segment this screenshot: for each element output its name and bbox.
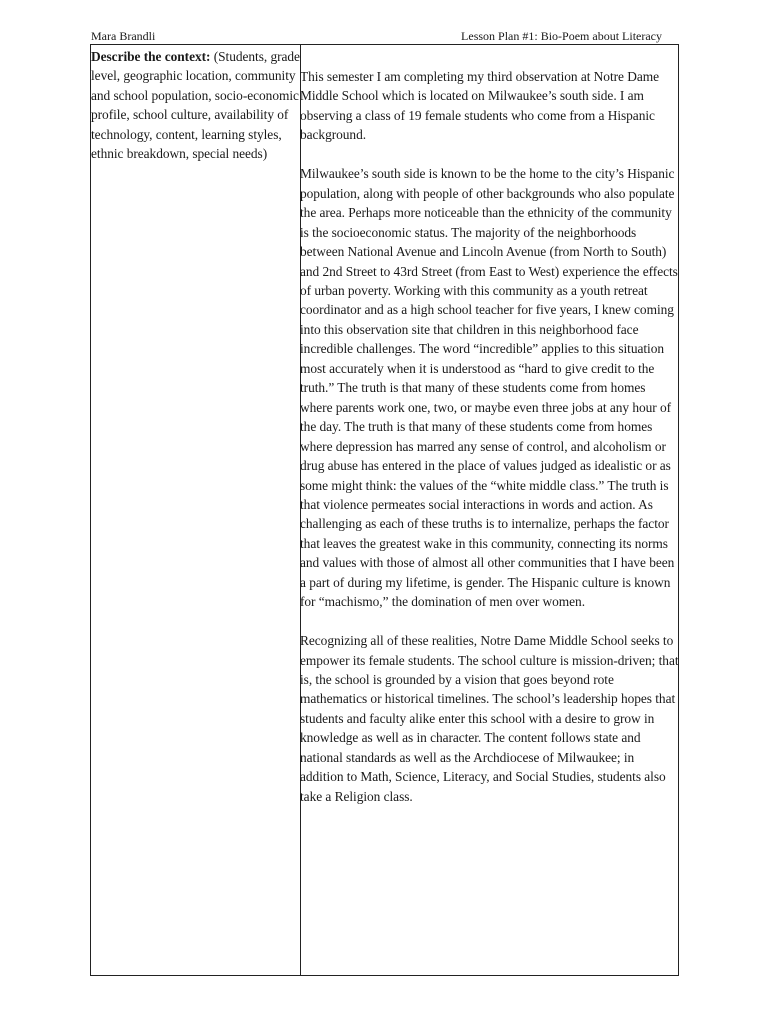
response-paragraph-1: This semester I am completing my third observation at Notre Dame Middle School which is located on Milwaukee’s south side. I am observing a class of 19 female students who come from a Hispanic background.	[300, 69, 659, 143]
context-response-cell	[300, 67, 680, 826]
context-prompt-detail: (Students, grade level, geographic location, community and school population, socio-economic profile, school culture, availability of technology, content, learning styles, ethnic breakdown, special needs)	[91, 49, 300, 162]
lesson-plan-table	[90, 44, 679, 976]
context-prompt-label: Describe the context:	[91, 49, 211, 64]
response-paragraph-2: Milwaukee’s south side is known to be the home to the city’s Hispanic population, along with people of other backgrounds who also populate the area. Perhaps more noticeable than the ethnicity of the community is the socioeconomic status. The majority of the neighborhoods between National Avenue and Lincoln Avenue (from North to South) and 2nd Street to 43rd Street (from East to West) experience the effects of urban poverty. Working with this community as a youth retreat coordinator and as a high school teacher for five years, I knew coming into this observation site that children in this neighborhood face incredible challenges. The word “incredible” applies to this situation most accurately when it is understood as “hard to give credit to the truth.” The truth is that many of these students come from homes where parents work one, two, or maybe even three jobs at any hour of the day. The truth is that many of these students come from homes where depression has marred any sense of control, and alcoholism or drug abuse has entered in the place of values judged as idealistic or as some might think: the values of the “white middle class.” The truth is that violence permeates social interactions in words and action. As challenging as each of these truths is to internalize, perhaps the factor that leaves the greatest wake in this community, connecting its norms and values with those of almost all other communities that I have been a part of during my lifetime, is gender. The Hispanic culture is known for “machismo,” the domination of men over women.	[300, 166, 678, 610]
page-header	[91, 27, 665, 45]
context-prompt-cell	[91, 47, 301, 164]
document-title: Lesson Plan #1: Bio-Poem about Literacy	[461, 29, 662, 43]
author-name: Mara Brandli	[91, 29, 156, 43]
response-paragraph-3: Recognizing all of these realities, Notre Dame Middle School seeks to empower its female students. The school culture is mission-driven; that is, the school is grounded by a vision that goes beyond rote mathematics or historical timelines. The school’s leadership hopes that students and faculty alike enter this school with a desire to grow in knowledge as well as in character. The content follows state and national standards as well as the Archdiocese of Milwaukee; in addition to Math, Science, Literacy, and Social Studies, students also take a Religion class.	[300, 633, 679, 804]
